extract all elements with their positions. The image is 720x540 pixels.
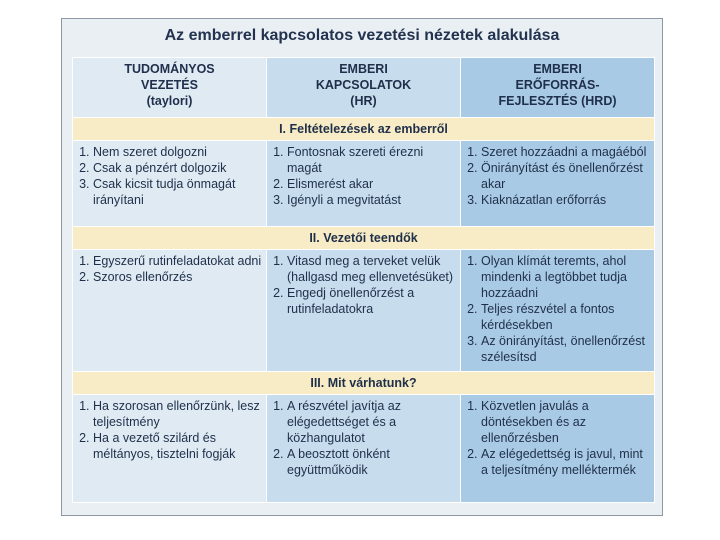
list-item: 2. Az elégedettség is javul, mint a teljesítmény melléktermék (481, 446, 650, 478)
slide-frame (61, 18, 663, 516)
slide-title: Az emberrel kapcsolatos vezetési nézetek alakulása (164, 27, 560, 44)
list-item: 1. Vitasd meg a terveket velük (hallgasd meg ellenvetésüket) (287, 253, 456, 285)
list-item: 1. Közvetlen javulás a döntésekben és az ellenőrzésben (481, 398, 650, 446)
list-item: 2. Ha a vezető szilárd és méltányos, tisztelni fogják (93, 430, 262, 462)
list-item: 2. Teljes részvétel a fontos kérdésekben (481, 301, 650, 333)
header-row (73, 58, 655, 118)
list-item: 2. Engedj önellenőrzést a rutinfeladatokra (287, 285, 456, 317)
section-heading-leader-tasks: II. Vezetői teendők (73, 227, 655, 250)
list-item: 3. Kiaknázatlan erőforrás (481, 192, 650, 208)
header-line: ERŐFORRÁS- (515, 78, 600, 92)
table-cell (461, 141, 655, 227)
table-row (73, 250, 655, 372)
header-line: EMBERI (339, 62, 388, 76)
header-line: (HR) (350, 94, 377, 108)
table-cell (73, 250, 267, 372)
list-item: 1. Ha szorosan ellenőrzünk, lesz teljesítmény (93, 398, 262, 430)
header-line: (taylori) (146, 94, 193, 108)
list-item: 1. Olyan klímát teremts, ahol mindenki a legtöbbet tudja hozzáadni (481, 253, 650, 301)
list-item: 3. Csak kicsit tudja önmagát irányítani (93, 176, 262, 208)
table-cell (73, 395, 267, 503)
column-header-human-relations (267, 58, 461, 118)
list-item: 3. Igényli a megvitatást (287, 192, 456, 208)
list-item: 2. Önirányítást és önellenőrzést akar (481, 160, 650, 192)
list-item: 1. Egyszerű rutinfeladatokat adni (93, 253, 262, 269)
column-header-scientific-management (73, 58, 267, 118)
list-item: 1. Fontosnak szereti érezni magát (287, 144, 456, 176)
list-item: 1. Nem szeret dolgozni (93, 144, 262, 160)
table-cell (461, 250, 655, 372)
header-line: VEZETÉS (141, 78, 198, 92)
section-heading-expectations: III. Mit várhatunk? (73, 372, 655, 395)
header-line: FEJLESZTÉS (HRD) (498, 94, 617, 108)
header-line: TUDOMÁNYOS (124, 62, 215, 76)
list-item: 2. Szoros ellenőrzés (93, 269, 262, 285)
list-item: 1. Szeret hozzáadni a magáéból (481, 144, 650, 160)
column-header-human-resource-development (461, 58, 655, 118)
table-cell (461, 395, 655, 503)
table-cell (73, 141, 267, 227)
table-cell (267, 250, 461, 372)
table-row (73, 141, 655, 227)
list-item: 2. Csak a pénzért dolgozik (93, 160, 262, 176)
table-cell (267, 395, 461, 503)
header-line: KAPCSOLATOK (315, 78, 412, 92)
list-item: 2. A beosztott önként együttműködik (287, 446, 456, 478)
list-item: 1. A részvétel javítja az elégedettséget és a közhangulatot (287, 398, 456, 446)
section-heading-assumptions: I. Feltételezések az emberről (73, 118, 655, 141)
list-item: 2. Elismerést akar (287, 176, 456, 192)
header-line: EMBERI (533, 62, 582, 76)
table-cell (267, 141, 461, 227)
list-item: 3. Az önirányítást, önellenőrzést szélesítsd (481, 333, 650, 365)
table-row (73, 395, 655, 503)
comparison-table (72, 57, 655, 503)
